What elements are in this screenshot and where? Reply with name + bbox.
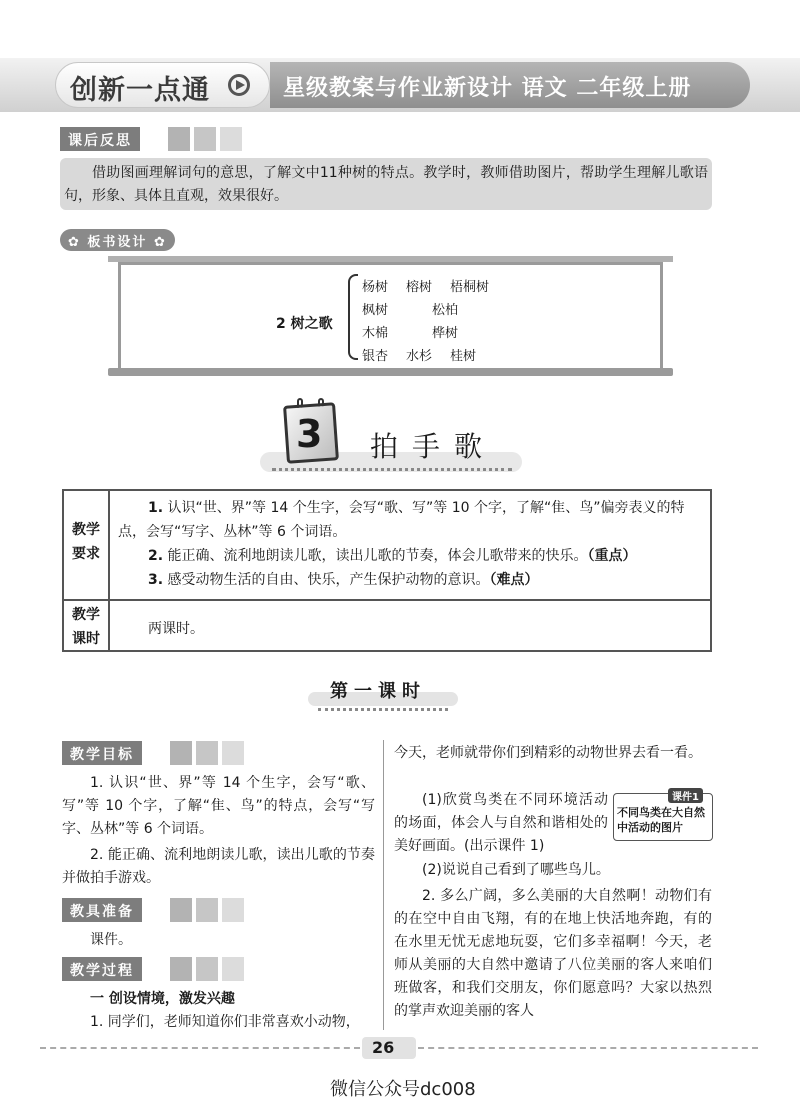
footer-rule — [418, 1047, 758, 1049]
table-divider — [62, 599, 712, 601]
paragraph: 今天，老师就带你们到精彩的动物世界去看一看。 — [394, 745, 702, 761]
courseware-callout-text: 不同鸟类在大自然中活动的图片 — [617, 806, 705, 834]
paragraph: 2. 多么广阔，多么美丽的大自然啊！动物们有的在空中自由飞翔，有的在地上快活地奔跑，有的在水里无忧无虑地玩耍，它们多幸福啊！今天，老师从美丽的大自然中邀请了八位美丽的客人来咱们班做客，和我们交朋友，你们愿意吗？大家以热烈的掌声欢迎美丽的客人 — [394, 888, 712, 1019]
requirement-item: 1. 认识“世、界”等 14 个生字，会写“歌、写”等 10 个字，了解“隹、鸟”偏旁表义的特 — [148, 500, 685, 516]
blackboard-ledge — [108, 368, 673, 376]
brace-icon — [348, 274, 358, 360]
goals-tag: 教学目标 — [62, 741, 142, 765]
watermark: 微信公众号dc008 — [330, 1079, 476, 1100]
hours-label: 教学课时 — [72, 607, 100, 647]
header-brand: 创新一点通 — [70, 75, 210, 106]
period-title-dots — [318, 708, 448, 711]
board-row: 枫树 松柏 — [362, 303, 459, 318]
reflection-tag: 课后反思 — [60, 127, 140, 151]
lesson-number: 3 — [296, 412, 323, 456]
paragraph: (2)说说自己看到了哪些鸟儿。 — [422, 862, 610, 878]
class-hours: 两课时。 — [148, 621, 204, 637]
lesson-title-dots — [272, 468, 512, 471]
table-divider — [108, 489, 110, 652]
step-text: 1. 同学们，老师知道你们非常喜欢小动物， — [90, 1014, 360, 1030]
tag-decoration — [170, 741, 244, 765]
page-number: 26 — [372, 1038, 395, 1057]
tag-decoration — [168, 127, 242, 151]
requirement-item-cont: 点，会写“写字、丛林”等 6 个词语。 — [118, 524, 347, 540]
footer-rule — [40, 1047, 360, 1049]
tag-decoration — [170, 898, 244, 922]
reflection-text: 借助图画理解词句的意思，了解文中11种树的特点。教学时，教师借助图片，帮助学生理解儿歌语句，形象、具体且直观，效果很好。 — [64, 165, 708, 204]
tools-text: 课件。 — [90, 932, 132, 948]
lesson-title: 拍手歌 — [370, 430, 497, 463]
goal-item: 1. 认识“世、界”等 14 个生字，会写“歌、写”等 10 个字，了解“隹、鸟”的特点，会写“写字、丛林”等 6 个词语。 — [62, 775, 375, 837]
process-tag: 教学过程 — [62, 957, 142, 981]
column-divider — [383, 740, 384, 1030]
step-heading: 一 创设情境，激发兴趣 — [90, 991, 235, 1007]
tag-decoration — [170, 957, 244, 981]
requirement-item: 2. 能正确、流利地朗读儿歌，读出儿歌的节奏，体会儿歌带来的快乐。（重点） — [148, 548, 637, 564]
board-row: 木棉 桦树 — [362, 326, 459, 341]
play-icon — [228, 74, 250, 96]
header-subtitle: 星级教案与作业新设计 语文 二年级上册 — [283, 76, 692, 101]
requirement-item: 3. 感受动物生活的自由、快乐，产生保护动物的意识。（难点） — [148, 572, 539, 588]
board-row: 银杏 水杉 桂树 — [362, 349, 477, 364]
board-design-tag: ✿ 板书设计 ✿ — [60, 229, 175, 251]
board-row: 杨树 榕树 梧桐树 — [362, 280, 490, 295]
period-title: 第一课时 — [330, 681, 426, 702]
board-title: 2 树之歌 — [276, 316, 333, 332]
tools-tag: 教具准备 — [62, 898, 142, 922]
courseware-badge: 课件1 — [668, 788, 703, 803]
goal-item: 2. 能正确、流利地朗读儿歌，读出儿歌的节奏并做拍手游戏。 — [62, 847, 375, 886]
paragraph: (1)欣赏鸟类在不同环境活动的场面，体会人与自然和谐相处的美好画面。(出示课件 1) — [394, 792, 608, 854]
requirements-label: 教学要求 — [72, 522, 100, 562]
